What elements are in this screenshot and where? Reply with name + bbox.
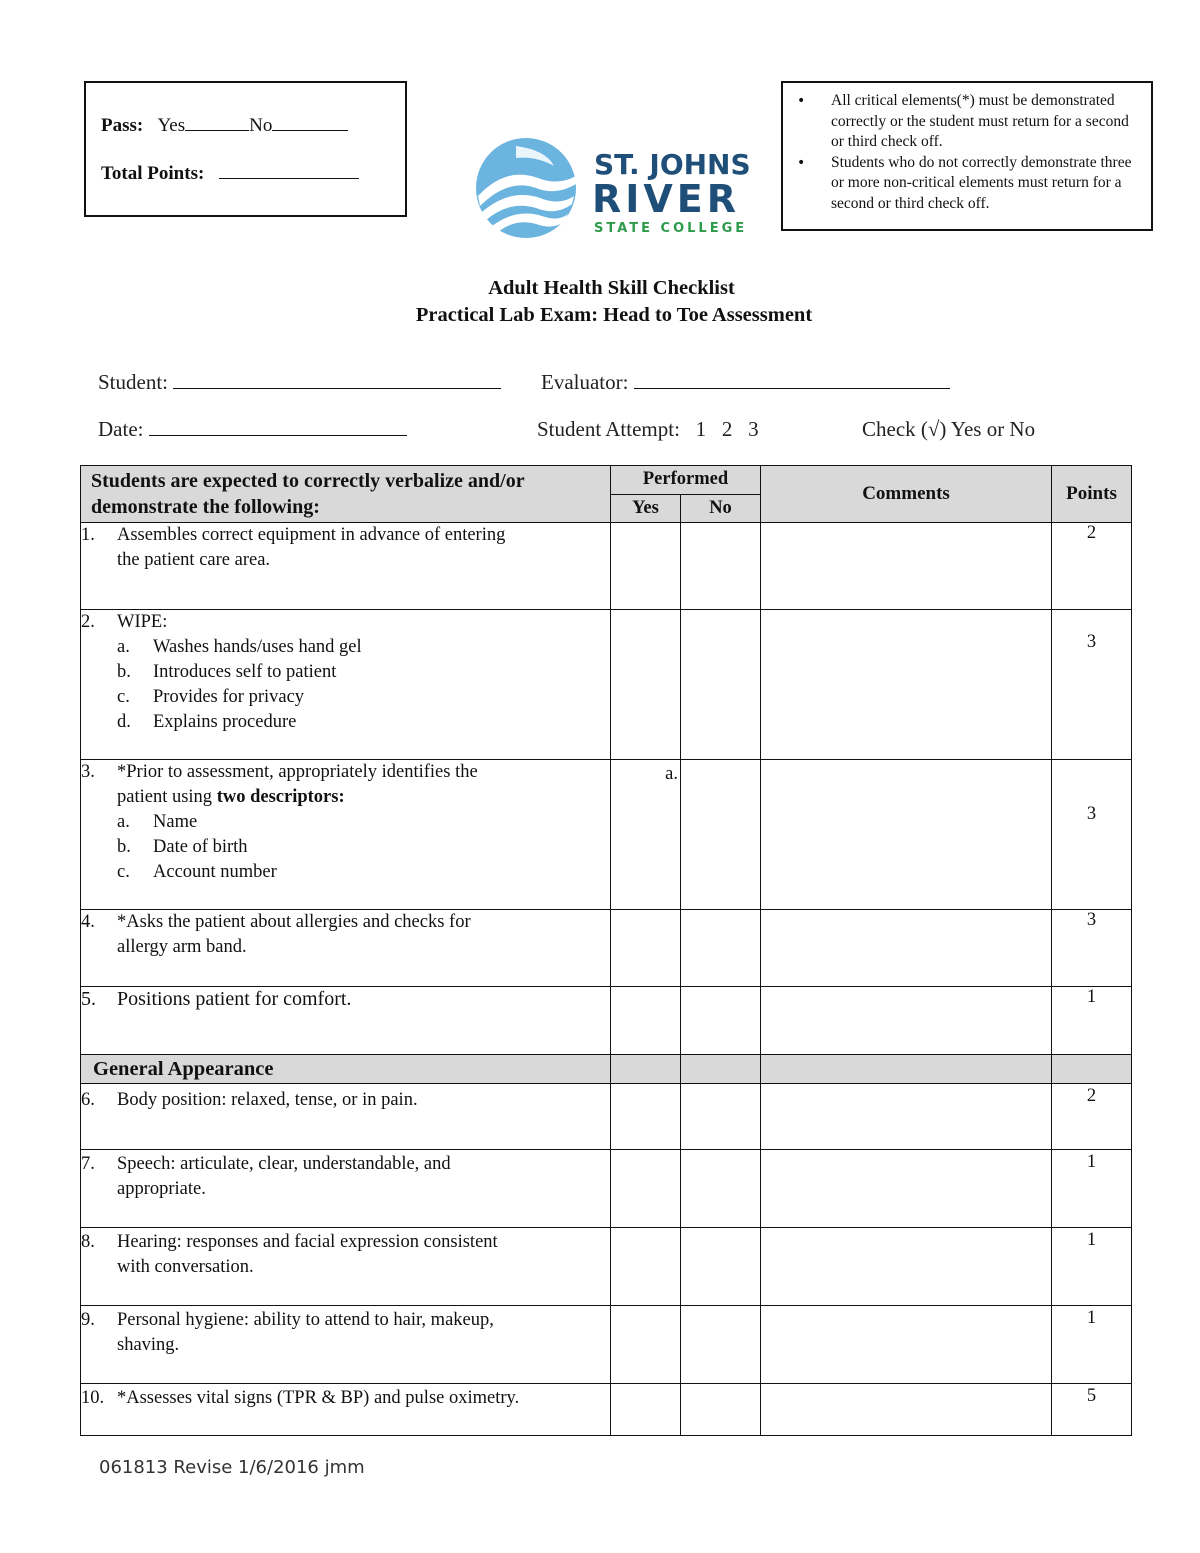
total-points-blank[interactable] — [219, 162, 359, 179]
table-row — [81, 1384, 1132, 1436]
note-item: • Students who do not correctly demonstrate three or more non-critical elements must return for a second or third check off. — [831, 153, 1137, 215]
comments-cell[interactable] — [761, 1150, 1052, 1228]
points-cell: 1 — [1052, 1306, 1132, 1384]
item-description: 9. Personal hygiene: ability to attend to hair, makeup, shaving. — [81, 1306, 611, 1384]
check-instruction: Check (√) Yes or No — [862, 417, 1036, 441]
header-yes: Yes — [611, 494, 681, 523]
date-input[interactable] — [149, 419, 407, 436]
checklist-table — [80, 465, 1132, 1436]
item-description: 2. WIPE: a. Washes hands/uses hand gel b. Introduces self to patient c. Provides for privacy d. Explains procedure — [81, 610, 611, 760]
item-description: 6. Body position: relaxed, tense, or in pain. — [81, 1084, 611, 1150]
no-cell[interactable] — [681, 523, 761, 610]
header-comments: Comments — [761, 466, 1052, 523]
comments-cell[interactable] — [761, 760, 1052, 910]
pass-no-label: No — [249, 115, 273, 136]
yes-cell[interactable] — [611, 760, 681, 910]
student-input[interactable] — [173, 372, 501, 389]
item-description: 3. *Prior to assessment, appropriately identifies the patient using two descriptors: a. Name b. Date of birth c. Account number — [81, 760, 611, 910]
note-item: • All critical elements(*) must be demonstrated correctly or the student must return for a second or third check off. — [831, 91, 1137, 153]
comments-cell[interactable] — [761, 1228, 1052, 1306]
no-cell[interactable] — [681, 1228, 761, 1306]
comments-cell[interactable] — [761, 910, 1052, 987]
points-cell: 2 — [1052, 523, 1132, 610]
no-cell[interactable] — [681, 1150, 761, 1228]
header-performed: Performed — [611, 466, 761, 495]
comments-cell[interactable] — [761, 1384, 1052, 1436]
yes-cell[interactable] — [611, 1306, 681, 1384]
yes-cell[interactable] — [611, 1084, 681, 1150]
date-label: Date: — [98, 417, 144, 441]
logo-line1: ST. JOHNS — [594, 148, 751, 181]
yes-cell[interactable] — [611, 610, 681, 760]
notes-box — [781, 81, 1153, 231]
points-cell: 5 — [1052, 1384, 1132, 1436]
table-row — [81, 1228, 1132, 1306]
evaluator-label: Evaluator: — [541, 370, 629, 394]
no-cell[interactable] — [681, 610, 761, 760]
student-field — [98, 370, 501, 395]
student-label: Student: — [98, 370, 169, 394]
no-cell[interactable] — [681, 910, 761, 987]
header-points: Points — [1052, 466, 1132, 523]
yes-mark: a. — [665, 764, 678, 784]
table-row — [81, 610, 1132, 760]
no-cell[interactable] — [681, 987, 761, 1055]
points-cell: 1 — [1052, 1228, 1132, 1306]
comments-cell[interactable] — [761, 610, 1052, 760]
item-description: 1. Assembles correct equipment in advance of entering the patient care area. — [81, 523, 611, 610]
attempt-options[interactable]: 1 2 3 — [695, 417, 759, 441]
no-cell[interactable] — [681, 1306, 761, 1384]
table-row — [81, 1306, 1132, 1384]
points-cell: 2 — [1052, 1084, 1132, 1150]
yes-cell[interactable] — [611, 1150, 681, 1228]
footer-revision: 061813 Revise 1/6/2016 jmm — [99, 1457, 365, 1478]
yes-cell[interactable] — [611, 987, 681, 1055]
points-cell: 3 — [1052, 760, 1132, 910]
table-row — [81, 760, 1132, 910]
header-main: Students are expected to correctly verbalize and/or demonstrate the following: — [81, 466, 611, 523]
section-row — [81, 1055, 1132, 1084]
no-cell[interactable] — [681, 1384, 761, 1436]
comments-cell[interactable] — [761, 987, 1052, 1055]
yes-cell[interactable] — [611, 1228, 681, 1306]
pass-box — [84, 81, 407, 217]
date-field — [98, 417, 407, 442]
table-row — [81, 1150, 1132, 1228]
table-row — [81, 987, 1132, 1055]
page-subtitle: Practical Lab Exam: Head to Toe Assessment — [415, 304, 813, 326]
logo-line2: RIVER — [592, 177, 741, 221]
pass-yes-label: Yes — [157, 115, 186, 136]
yes-cell[interactable] — [611, 523, 681, 610]
section-title: General Appearance — [81, 1055, 611, 1084]
table-row — [81, 1084, 1132, 1150]
total-points-line — [101, 162, 359, 185]
pass-yes-blank[interactable] — [185, 114, 249, 131]
evaluator-field — [541, 370, 950, 395]
item-description: 7. Speech: articulate, clear, understandable, and appropriate. — [81, 1150, 611, 1228]
evaluator-input[interactable] — [634, 372, 950, 389]
table-row — [81, 910, 1132, 987]
no-cell[interactable] — [681, 760, 761, 910]
item-description: 8. Hearing: responses and facial expression consistent with conversation. — [81, 1228, 611, 1306]
pass-label: Pass: — [101, 115, 144, 136]
yes-cell[interactable] — [611, 910, 681, 987]
total-points-label: Total Points: — [101, 163, 205, 184]
comments-cell[interactable] — [761, 1084, 1052, 1150]
comments-cell[interactable] — [761, 1306, 1052, 1384]
yes-cell[interactable] — [611, 1384, 681, 1436]
item-description: 4. *Asks the patient about allergies and checks for allergy arm band. — [81, 910, 611, 987]
points-cell: 1 — [1052, 1150, 1132, 1228]
comments-cell[interactable] — [761, 523, 1052, 610]
header-no: No — [681, 494, 761, 523]
points-cell: 3 — [1052, 910, 1132, 987]
college-logo — [476, 136, 754, 242]
no-cell[interactable] — [681, 1084, 761, 1150]
item-description: 5. Positions patient for comfort. — [81, 987, 611, 1055]
pass-line — [101, 114, 348, 137]
attempt-field — [537, 417, 759, 442]
logo-line3: STATE COLLEGE — [594, 221, 748, 236]
item-description: 10. *Assesses vital signs (TPR & BP) and pulse oximetry. — [81, 1384, 611, 1436]
pass-no-blank[interactable] — [272, 114, 348, 131]
attempt-label: Student Attempt: — [537, 417, 680, 441]
points-cell: 3 — [1052, 610, 1132, 760]
page-title: Adult Health Skill Checklist — [488, 277, 735, 299]
points-cell: 1 — [1052, 987, 1132, 1055]
table-row — [81, 523, 1132, 610]
